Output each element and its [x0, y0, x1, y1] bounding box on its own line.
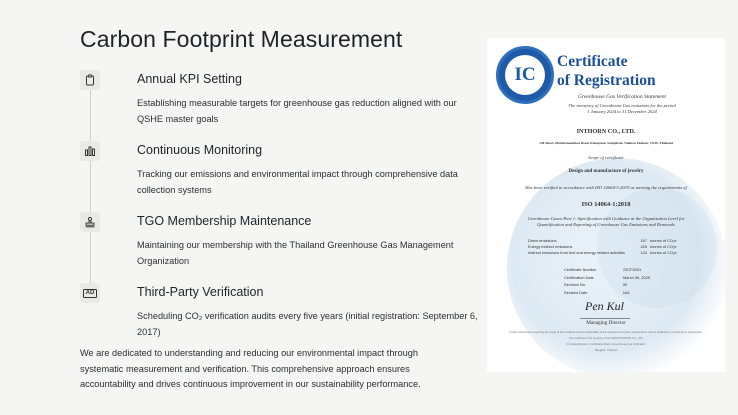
detail-key: Revised Date: [564, 289, 588, 295]
company-name: INTHORN CO., LTD.: [576, 128, 636, 135]
signatory-title: Managing Director: [586, 320, 626, 326]
item-description: Scheduling CO₂ verification audits every five years (initial registration: September 6, 2017): [137, 311, 478, 337]
signature: Pen Kul: [585, 299, 624, 313]
detail-value: March 06, 2025: [623, 274, 651, 280]
item-heading: Annual KPI Setting: [137, 72, 242, 86]
emissions-row: [528, 243, 698, 249]
scope-text: Design and manufacture of jewelry: [568, 169, 644, 174]
detail-row: [564, 266, 650, 274]
detail-value: 00: [623, 282, 628, 288]
timeline-line: [90, 84, 91, 296]
emission-unit: tonnes of CO₂e: [650, 243, 677, 249]
conformity-text: Has been verified in accordance with ISO 14064-3:2019 as meeting the requirements of: [525, 185, 687, 190]
clipboard-icon: [80, 70, 100, 90]
detail-key: Revision No.: [564, 282, 587, 288]
fine-print: Bangkok, Thailand: [595, 349, 617, 352]
detail-row: [564, 289, 650, 297]
fine-print: IC Global Partners | Certification Body | Greenhouse Gas Verification: [566, 343, 646, 346]
emissions-row: [528, 249, 698, 255]
logo-text: IC: [505, 55, 545, 95]
ad-badge-icon: [80, 283, 100, 303]
item-heading: Third-Party Verification: [137, 285, 264, 299]
item-heading: TGO Membership Maintenance: [137, 214, 312, 228]
page-title: Carbon Footprint Measurement: [80, 26, 403, 52]
emission-label: Energy indirect emissions: [528, 243, 573, 249]
certificate-details: [564, 266, 650, 296]
stamp-icon: [80, 212, 100, 232]
certificate-image: [487, 38, 725, 372]
detail-value: 23CF0001: [623, 267, 642, 273]
certificate-title-line1: Certificate: [557, 53, 628, 70]
emissions-row: [528, 237, 698, 243]
detail-row: [564, 281, 650, 289]
certificate-title-line2: of Registration: [557, 72, 656, 89]
bar-chart-icon: [80, 141, 100, 161]
fine-print: This certificate is the property of ISO CERTIFICATION CO., LTD.: [568, 337, 644, 340]
footer-statement: We are dedicated to understanding and reducing our environmental impact through systematic measurement and verification. This comprehensive approach ensures accountability and drives continuous improvement in our sustainability performance.: [80, 348, 421, 389]
item-description: Tracking our emissions and environmental impact through comprehensive data collection systems: [137, 169, 458, 195]
standard-desc-1: Greenhouse Gases-Part 1: Specification with Guidance at the Organization Level for: [527, 216, 685, 221]
fine-print: Further clarifications regarding the scope of this certificate and the applicability of the management system requirements may be obtained by consulting the organization.: [509, 331, 703, 334]
emissions-table: [528, 237, 698, 256]
standard-desc-2: Quantification and Reporting of Greenhouse Gas Emissions and Removals: [537, 222, 675, 227]
emission-label: Indirect emissions from fuel and energy related activities: [528, 249, 625, 255]
detail-key: Certification Date: [564, 274, 594, 280]
signature-line: [580, 318, 630, 319]
company-address: 128 Moo3, Phutthamonthon Road, Khonpmai, Samphran, Nakhon Pathom, 73110, Thailand: [539, 141, 673, 145]
detail-row: [564, 274, 650, 282]
detail-key: Certificate Number: [564, 267, 597, 273]
emission-label: Direct emissions: [528, 237, 557, 243]
ad-badge-text: AD: [83, 289, 97, 298]
iso-standard: ISO 14064-1:2018: [581, 201, 631, 208]
emission-unit: tonnes of CO₂e: [650, 237, 677, 243]
emission-value: 124: [640, 249, 647, 255]
certificate-title: [557, 52, 656, 90]
emission-value: 425: [640, 243, 647, 249]
detail-value: N/A: [623, 289, 630, 295]
item-heading: Continuous Monitoring: [137, 143, 263, 157]
scope-label: Scope of certificate: [588, 155, 624, 160]
period-line2: 1 January 2024 to 31 December 2024: [587, 109, 657, 114]
period-line1: The inventory of Greenhouse Gas emissions for the period: [568, 103, 676, 108]
certificate-subtitle: Greenhouse Gas Verification Statement: [577, 94, 667, 100]
emission-value: 167: [640, 237, 647, 243]
item-description: Establishing measurable targets for greenhouse gas reduction aligned with our QSHE master goals: [137, 98, 457, 124]
emission-unit: tonnes of CO₂e: [650, 249, 677, 255]
item-description: Maintaining our membership with the Thailand Greenhouse Gas Management Organization: [137, 240, 454, 266]
